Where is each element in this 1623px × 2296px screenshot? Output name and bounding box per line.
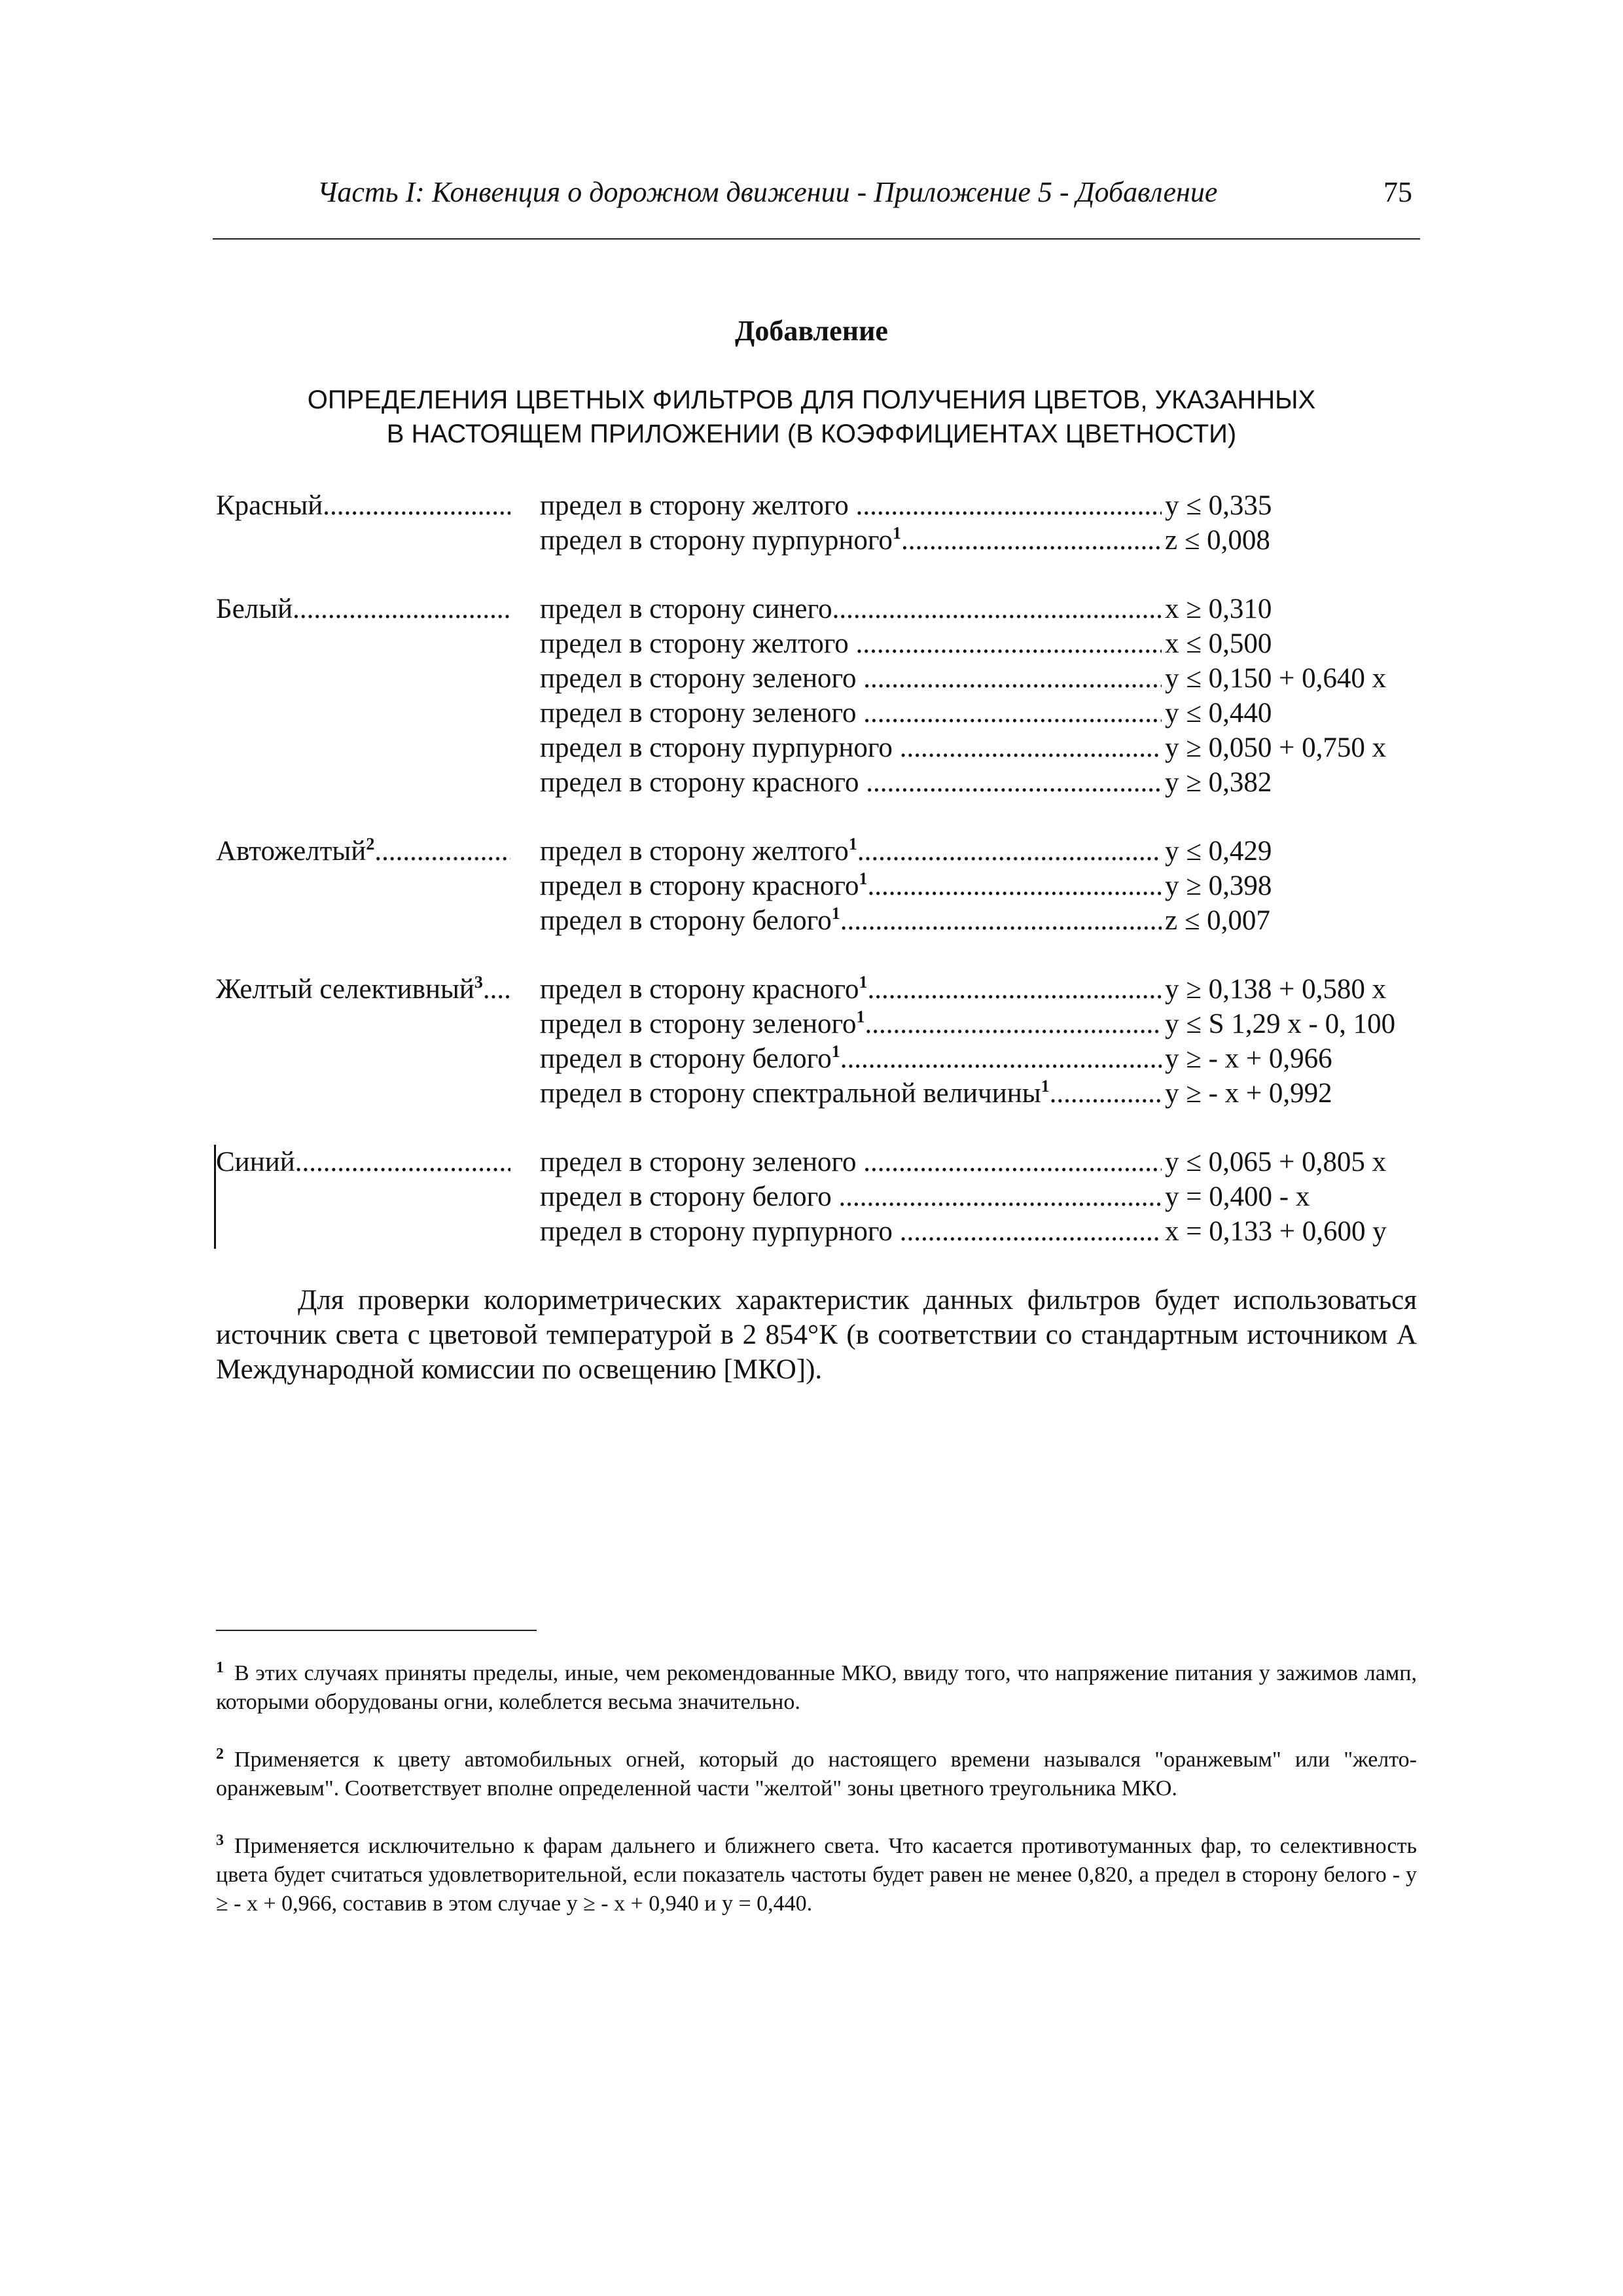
body-paragraph: Для проверки колориметрических характеристик данных фильтров будет использоваться источник света с цветовой температурой в 2 854°К (в соответствии со стандартным источником А Международной комиссии по освещению [МКО]). bbox=[216, 1285, 1417, 1385]
limit-label: предел в сторону желтого bbox=[540, 628, 856, 659]
footnote-ref: 1 bbox=[892, 524, 901, 543]
limit-label: предел в сторону красного bbox=[540, 767, 866, 798]
limit-label-cell bbox=[540, 626, 1162, 661]
color-limits-table bbox=[216, 488, 1433, 1283]
limit-value: y ≤ 0,429 bbox=[1165, 836, 1272, 867]
leader-dots bbox=[867, 870, 1162, 901]
leader-dots bbox=[483, 974, 510, 1005]
color-group bbox=[216, 834, 1433, 938]
leader-dots bbox=[840, 905, 1162, 936]
limit-label-cell bbox=[540, 1179, 1162, 1214]
leader-dots bbox=[839, 1181, 1162, 1212]
footnotes bbox=[216, 1659, 1417, 1947]
footnote-mark: 1 bbox=[216, 1659, 224, 1676]
limit-row bbox=[216, 488, 1433, 523]
footnote-ref: 1 bbox=[1041, 1077, 1050, 1096]
limit-label: предел в сторону синего bbox=[540, 594, 832, 624]
limit-row bbox=[216, 626, 1433, 661]
color-name-cell bbox=[216, 834, 510, 869]
color-name: Синий bbox=[216, 1147, 295, 1177]
limit-label-cell bbox=[540, 1145, 1162, 1179]
limit-label: предел в сторону белого bbox=[540, 905, 832, 936]
leader-dots bbox=[900, 1216, 1162, 1247]
leader-dots bbox=[863, 663, 1162, 694]
leader-dots bbox=[1050, 1078, 1162, 1109]
footnote-2 bbox=[216, 1746, 1417, 1803]
main-title-line-1: ОПРЕДЕЛЕНИЯ ЦВЕТНЫХ ФИЛЬТРОВ ДЛЯ ПОЛУЧЕНИЯ ЦВЕТОВ, УКАЗАННЫХ bbox=[307, 386, 1316, 414]
limit-label: предел в сторону желтого bbox=[540, 490, 856, 521]
leader-dots bbox=[866, 767, 1162, 798]
limit-label-cell bbox=[540, 903, 1162, 938]
footnote-ref: 1 bbox=[831, 1042, 840, 1061]
footnote-ref: 3 bbox=[474, 973, 483, 992]
color-name-cell bbox=[216, 1145, 510, 1179]
limit-row bbox=[216, 523, 1433, 558]
color-name: Автожелтый bbox=[216, 836, 366, 867]
limit-label-cell bbox=[540, 661, 1162, 696]
footnote-divider bbox=[216, 1630, 537, 1631]
color-group bbox=[216, 488, 1433, 558]
limit-label: предел в сторону зеленого bbox=[540, 663, 864, 694]
limit-row bbox=[216, 834, 1433, 869]
limit-label-cell bbox=[540, 834, 1162, 869]
limit-label-cell bbox=[540, 592, 1162, 626]
limit-value: y ≥ 0,138 + 0,580 x bbox=[1165, 974, 1387, 1005]
limit-row bbox=[216, 1076, 1433, 1111]
leader-dots bbox=[867, 974, 1162, 1005]
limit-value: y = 0,400 - x bbox=[1165, 1181, 1310, 1212]
limit-label: предел в сторону желтого bbox=[540, 836, 849, 867]
footnote-ref: 1 bbox=[856, 1007, 865, 1026]
limit-row bbox=[216, 1041, 1433, 1076]
limit-label-cell bbox=[540, 1041, 1162, 1076]
footnote-mark: 3 bbox=[216, 1832, 224, 1849]
footnote-text: В этих случаях приняты пределы, иные, чем рекомендованные МКО, ввиду того, что напряжение питания у зажимов ламп, которыми оборудованы огни, колеблется весьма значительно. bbox=[216, 1661, 1417, 1714]
footnote-ref: 2 bbox=[366, 834, 375, 853]
main-title bbox=[0, 383, 1623, 451]
limit-value: y ≤ 0,065 + 0,805 x bbox=[1165, 1147, 1387, 1177]
leader-dots bbox=[293, 594, 510, 624]
limit-row bbox=[216, 903, 1433, 938]
limit-value: z ≤ 0,007 bbox=[1165, 905, 1270, 936]
limit-row bbox=[216, 765, 1433, 800]
footnote-ref: 1 bbox=[859, 973, 868, 992]
limit-row bbox=[216, 972, 1433, 1007]
color-name-cell bbox=[216, 972, 510, 1007]
footnote-3 bbox=[216, 1832, 1417, 1918]
leader-dots bbox=[856, 490, 1162, 521]
limit-label: предел в сторону спектральной величины bbox=[540, 1078, 1041, 1109]
leader-dots bbox=[832, 594, 1162, 624]
limit-label: предел в сторону красного bbox=[540, 974, 859, 1005]
color-name: Белый bbox=[216, 594, 293, 624]
footnote-ref: 1 bbox=[848, 834, 857, 853]
limit-label-cell bbox=[540, 1214, 1162, 1249]
leader-dots bbox=[901, 525, 1162, 556]
limit-value: y ≤ 0,335 bbox=[1165, 490, 1272, 521]
limit-value: y ≤ 0,150 + 0,640 x bbox=[1165, 663, 1387, 694]
color-group bbox=[216, 592, 1433, 800]
limit-value: y ≥ 0,398 bbox=[1165, 870, 1272, 901]
color-group bbox=[216, 972, 1433, 1111]
limit-label-cell bbox=[540, 523, 1162, 558]
limit-label: предел в сторону зеленого bbox=[540, 1147, 864, 1177]
limit-label-cell bbox=[540, 765, 1162, 800]
limit-row bbox=[216, 696, 1433, 730]
header-divider bbox=[213, 238, 1420, 240]
appendix-heading: Добавление bbox=[735, 315, 888, 347]
limit-label-cell bbox=[540, 1076, 1162, 1111]
limit-value: y ≥ - x + 0,966 bbox=[1165, 1043, 1332, 1074]
limit-label-cell bbox=[540, 972, 1162, 1007]
color-name-cell bbox=[216, 488, 510, 523]
limit-row bbox=[216, 1145, 1433, 1179]
leader-dots bbox=[840, 1043, 1162, 1074]
page-number: 75 bbox=[1383, 176, 1412, 208]
footnote-text: Применяется к цвету автомобильных огней, который до настоящего времени назывался "оранжевым" или "желто-оранжевым". Соответствует вполне определенной части "желтой" зоны цветного треугольника МКО. bbox=[216, 1748, 1417, 1801]
limit-label: предел в сторону зеленого bbox=[540, 698, 864, 728]
color-name: Красный bbox=[216, 490, 323, 521]
color-name-cell bbox=[216, 592, 510, 626]
footnote-ref: 1 bbox=[859, 869, 868, 888]
limit-label: предел в сторону белого bbox=[540, 1043, 832, 1074]
limit-label-cell bbox=[540, 730, 1162, 765]
limit-value: y ≤ S 1,29 x - 0, 100 bbox=[1165, 1009, 1396, 1039]
running-header bbox=[213, 175, 1420, 221]
leader-dots bbox=[856, 628, 1162, 659]
color-name: Желтый селективный bbox=[216, 974, 474, 1005]
footnote-text: Применяется исключительно к фарам дальнего и ближнего света. Что касается противотуманных фар, то селективность цвета будет считаться удовлетворительной, если показатель частоты будет равен не менее 0,820, а предел в сторону белого - y ≥ - x + 0,966, составив в этом случае y ≥ - x + 0,940 и y = 0,440. bbox=[216, 1834, 1417, 1916]
limit-row bbox=[216, 869, 1433, 903]
leader-dots bbox=[865, 1009, 1162, 1039]
footnote-mark: 2 bbox=[216, 1746, 224, 1763]
main-title-line-2: В НАСТОЯЩЕМ ПРИЛОЖЕНИИ (В КОЭФФИЦИЕНТАХ ЦВЕТНОСТИ) bbox=[386, 420, 1237, 448]
limit-label: предел в сторону красного bbox=[540, 870, 859, 901]
limit-label: предел в сторону пурпурного bbox=[540, 525, 893, 556]
limit-label: предел в сторону белого bbox=[540, 1181, 839, 1212]
limit-row bbox=[216, 661, 1433, 696]
footnote-1 bbox=[216, 1659, 1417, 1717]
footnote-ref: 1 bbox=[831, 904, 840, 923]
limit-label-cell bbox=[540, 1007, 1162, 1041]
leader-dots bbox=[900, 732, 1162, 763]
limit-row bbox=[216, 1214, 1433, 1249]
limit-value: y ≥ - x + 0,992 bbox=[1165, 1078, 1332, 1109]
limit-label: предел в сторону пурпурного bbox=[540, 732, 900, 763]
limit-label-cell bbox=[540, 869, 1162, 903]
limit-value: x ≥ 0,310 bbox=[1165, 594, 1272, 624]
limit-value: x = 0,133 + 0,600 y bbox=[1165, 1216, 1387, 1247]
leader-dots bbox=[857, 836, 1162, 867]
limit-row bbox=[216, 592, 1433, 626]
limit-value: z ≤ 0,008 bbox=[1165, 525, 1270, 556]
limit-label-cell bbox=[540, 488, 1162, 523]
limit-value: y ≥ 0,382 bbox=[1165, 767, 1272, 798]
limit-row bbox=[216, 1007, 1433, 1041]
limit-value: x ≤ 0,500 bbox=[1165, 628, 1272, 659]
limit-value: y ≥ 0,050 + 0,750 x bbox=[1165, 732, 1387, 763]
leader-dots bbox=[863, 698, 1162, 728]
limit-row bbox=[216, 1179, 1433, 1214]
color-group bbox=[214, 1145, 1433, 1249]
leader-dots bbox=[863, 1147, 1162, 1177]
header-title: Часть I: Конвенция о дорожном движении - Приложение 5 - Добавление bbox=[317, 176, 1218, 208]
limit-label-cell bbox=[540, 696, 1162, 730]
limit-row bbox=[216, 730, 1433, 765]
limit-label: предел в сторону зеленого bbox=[540, 1009, 857, 1039]
limit-value: y ≤ 0,440 bbox=[1165, 698, 1272, 728]
leader-dots bbox=[323, 490, 510, 521]
leader-dots bbox=[374, 836, 510, 867]
leader-dots bbox=[295, 1147, 510, 1177]
limit-label: предел в сторону пурпурного bbox=[540, 1216, 900, 1247]
